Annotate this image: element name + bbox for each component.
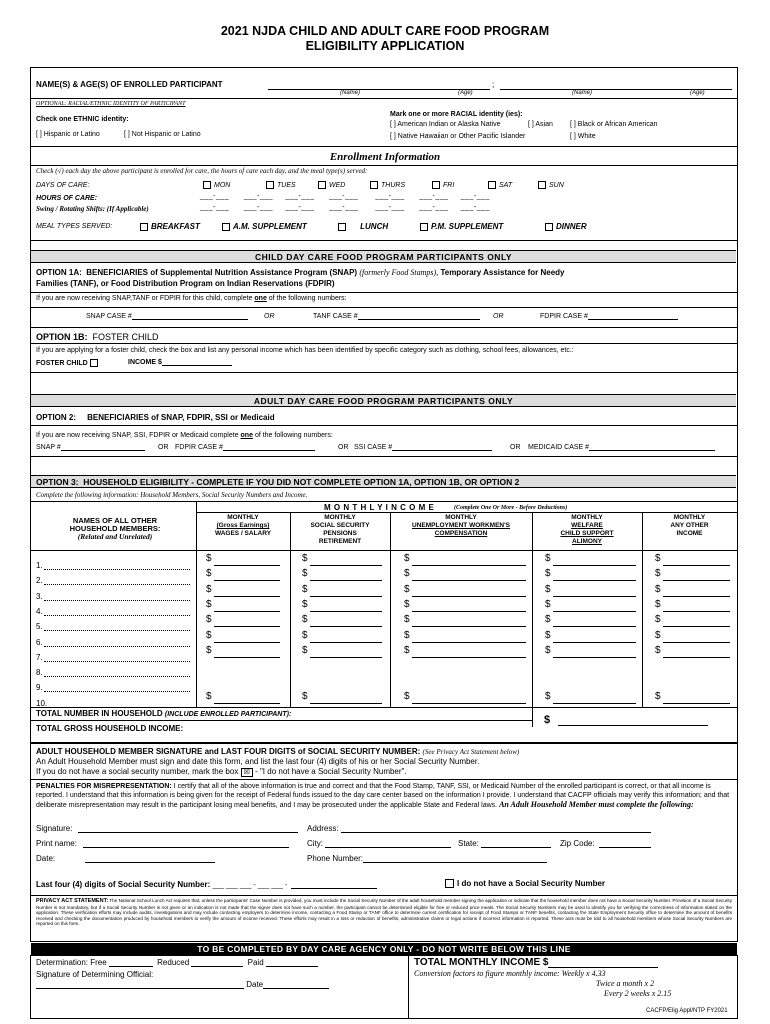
income-amount-field[interactable] [553,596,636,597]
income-amount-field[interactable] [310,596,382,597]
ssn-last-four-field[interactable]: Last four (4) digits of Social Security Number: ___ ___ ___ - ___ ___ - [36,880,377,889]
household-row-number: 6. [36,637,43,647]
swing-shifts-label: Swing / Rotating Shifts: (If Applicable) [36,205,149,213]
income-dollar-sign: $ [404,629,410,641]
form-title-line1: 2021 NJDA CHILD AND ADULT CARE FOOD PROGRAM [220,24,550,38]
race-option-pacific-islander[interactable]: [ ] Native Hawaiian or Other Pacific Islander [390,133,526,140]
income-amount-field[interactable] [553,642,636,643]
zip-field[interactable]: Zip Code: [560,839,651,848]
option-2-instruction: If you are now receiving SNAP, SSI, FDPIR or Medicaid complete one of the following numbers: [36,432,333,439]
income-amount-field[interactable] [214,626,280,627]
income-dollar-sign: $ [302,629,308,641]
income-dollar-sign: $ [302,598,308,610]
income-dollar-sign: $ [404,583,410,595]
household-row-number: 5. [36,622,43,632]
signature-field[interactable]: Signature: [36,824,298,833]
penalties-text: PENALTIES FOR MISREPRESENTATION: I certify that all of the above information is true and correct and that the Food Stamp, TANF, SSI, or Medicaid Number of the enrolled participant is correct, or that all income is reported. I understand that this information is being given for the receipt of Federal funds issued to the day care center based on the information I provide. I understand that CACFP officials may verify this information; and that deliberate misrepresentation may result in the participant losing meal benefits, and I may be prosecuted under the applicable State and Federal laws. An Adult Household Member must complete the following: [36,783,730,809]
meal-am-supplement[interactable]: A.M. SUPPLEMENT [222,222,307,231]
household-member-name-field[interactable] [44,691,190,692]
optional-racial-label: OPTIONAL: RACIAL/ETHNIC IDENTITY OF PARTICIPANT [36,101,186,107]
household-row-number: 7. [36,652,43,662]
income-amount-field[interactable] [663,657,730,658]
income-amount-field[interactable] [553,626,636,627]
signature-instruction-1: An Adult Household Member must sign and date this form, and list the last four (4) digits of his or her Social Security Number. [36,757,480,766]
income-amount-field[interactable] [214,703,280,704]
adult-fdpir-field[interactable]: FDPIR CASE # [175,444,315,451]
income-dollar-sign: $ [655,553,661,564]
official-signature-field[interactable]: Date [36,980,329,989]
income-dollar-sign: $ [655,614,661,626]
income-amount-field[interactable] [663,703,730,704]
income-dollar-sign: $ [655,583,661,595]
income-dollar-sign: $ [206,644,212,656]
other-income-column-head: MONTHLY ANY OTHER INCOME [670,514,709,537]
fdpir-case-field[interactable]: FDPIR CASE # [540,313,678,320]
option-1a-instruction: If you are now receiving SNAP,TANF or FDPIR for this child, complete one of the following numbers: [36,295,347,302]
income-dollar-sign: $ [545,583,551,595]
income-amount-field[interactable] [214,580,280,581]
household-member-name-field[interactable] [44,615,190,616]
wages-column-head: MONTHLY (Gross Earnings) WAGES / SALARY [214,514,272,537]
meal-pm-supplement[interactable]: P.M. SUPPLEMENT [420,222,503,231]
household-row-number: 2. [36,576,43,586]
race-option-asian[interactable]: [ ] Asian [528,121,553,128]
income-amount-field[interactable] [214,596,280,597]
income-amount-field[interactable] [412,703,526,704]
option-1b-instruction: If you are applying for a foster child, check the box and list any personal income which has been identified by specific category such as clothing, school fees, allowances, etc.: [36,347,574,354]
meal-dinner[interactable]: DINNER [545,222,587,231]
income-dollar-sign: $ [404,690,410,702]
race-option-black[interactable]: [ ] Black or African American [570,121,658,128]
day-sat[interactable]: SAT [488,181,512,189]
income-amount-field[interactable] [214,642,280,643]
race-option-american-indian[interactable]: [ ] American Indian or Alaska Native [390,121,501,128]
income-amount-field[interactable] [412,626,526,627]
hours-entry-row[interactable]: ___-___ ___-___ ___-___ ___-___ ___-___ ___-___ ___-___ [200,193,490,200]
name-caption-2: (Name) [572,90,593,96]
phone-field[interactable]: Phone Number: [307,854,547,863]
option-1a-block: OPTION 1A: BENEFICIARIES of Supplemental Nutrition Assistance Program (SNAP) (formerly Food Stamps), Temporary Assistance for Needy [36,268,565,277]
ethnic-option-not-hispanic[interactable]: [ ] Not Hispanic or Latino [124,131,201,138]
day-wed[interactable]: WED [318,181,345,189]
complete-one-note: (Complete One Or More - Before Deductions) [454,505,568,511]
income-amount-field[interactable] [214,611,280,612]
state-field[interactable]: State: [458,839,551,848]
no-ssn-box-reference-icon: ☒ [241,768,253,777]
snap-case-field[interactable]: SNAP CASE # [86,313,248,320]
income-amount-field[interactable] [310,626,382,627]
day-sun[interactable]: SUN [538,181,564,189]
meal-lunch[interactable]: LUNCH [338,222,388,231]
income-amount-field[interactable] [663,611,730,612]
income-amount-field[interactable] [310,565,382,566]
income-amount-field[interactable] [553,565,636,566]
days-of-care-label: DAYS OF CARE: [36,182,90,189]
social-security-column-head: MONTHLY SOCIAL SECURITY PENSIONS RETIREMENT [310,514,370,545]
or-text-1: OR [264,313,275,320]
total-gross-income-field[interactable]: $ [544,714,708,726]
household-member-name-field[interactable] [44,646,190,647]
income-amount-field[interactable] [310,642,382,643]
income-dollar-sign: $ [545,614,551,626]
income-dollar-sign: $ [302,614,308,626]
income-dollar-sign: $ [302,690,308,702]
no-ssn-checkbox[interactable]: I do not have a Social Security Number [445,879,605,888]
option-2-block: OPTION 2: BENEFICIARIES of SNAP, FDPIR, SSI or Medicaid [36,413,275,422]
income-dollar-sign: $ [655,568,661,580]
total-monthly-income-field[interactable]: TOTAL MONTHLY INCOME $ [414,957,658,968]
household-row-number: 3. [36,591,43,601]
form-identifier: CACFP/Elig Appl/NTP FY2021 [646,1008,728,1014]
household-member-name-field[interactable] [44,584,190,585]
income-dollar-sign: $ [404,644,410,656]
print-name-field[interactable]: Print name: [36,839,289,848]
welfare-column-head: MONTHLY WELFARE CHILD SUPPORT ALIMONY [560,514,614,545]
income-amount-field[interactable] [412,596,526,597]
income-dollar-sign: $ [545,644,551,656]
signature-heading: ADULT HOUSEHOLD MEMBER SIGNATURE and LAST FOUR DIGITS of SOCIAL SECURITY NUMBER: (See Privacy Act Statement below) [36,747,520,756]
meal-breakfast[interactable]: BREAKFAST [140,222,200,231]
signature-instruction-2: If you do not have a social security number, mark the box ☒ - "I do not have a Social Security Number". [36,767,407,776]
income-amount-field[interactable] [663,580,730,581]
household-row-number: 4. [36,606,43,616]
participant-names-label: NAME(S) & AGE(S) OF ENROLLED PARTICIPANT [36,80,223,89]
date-field[interactable]: Date: [36,854,215,863]
income-dollar-sign: $ [655,629,661,641]
twice-a-month-factor: Twice a month x 2 [596,979,655,988]
income-amount-field[interactable] [412,611,526,612]
household-row-number: 8. [36,668,43,678]
race-option-white[interactable]: [ ] White [570,133,596,140]
income-amount-field[interactable] [310,611,382,612]
income-amount-field[interactable] [412,657,526,658]
income-dollar-sign: $ [545,553,551,564]
hours-of-care-label: HOURS OF CARE: [36,195,98,202]
income-amount-field[interactable] [553,580,636,581]
tanf-case-field[interactable]: TANF CASE # [313,313,480,320]
agency-only-band: TO BE COMPLETED BY DAY CARE AGENCY ONLY - DO NOT WRITE BELOW THIS LINE [31,943,737,955]
swing-entry-row[interactable]: ___-___ ___-___ ___-___ ___-___ ___-___ ___-___ ___-___ [200,204,490,211]
income-dollar-sign: $ [302,644,308,656]
enrollment-heading: Enrollment Information [329,151,441,163]
option-3-instruction: Complete the following information: Household Members, Social Security Numbers and Income. [36,491,308,499]
income-amount-field[interactable] [412,565,526,566]
income-dollar-sign: $ [655,690,661,702]
income-amount-field[interactable] [214,565,280,566]
day-mon[interactable]: MON [203,181,230,189]
income-dollar-sign: $ [404,598,410,610]
ethnic-identity-label: Check one ETHNIC identity: [36,116,129,123]
or-text-5: OR [510,444,521,451]
income-amount-field[interactable] [663,642,730,643]
income-amount-field[interactable] [663,596,730,597]
meal-types-label: MEAL TYPES SERVED: [36,223,113,230]
income-dollar-sign: $ [655,644,661,656]
household-member-name-field[interactable] [44,630,190,631]
names-column-head: NAMES OF ALL OTHER HOUSEHOLD MEMBERS: (Related and Unrelated) [69,516,161,541]
income-dollar-sign: $ [302,568,308,580]
income-dollar-sign: $ [302,553,308,564]
income-dollar-sign: $ [206,583,212,595]
household-member-name-field[interactable] [44,569,190,570]
determination-field[interactable]: Determination: Free Reduced Paid [36,958,318,967]
foster-income-field[interactable]: INCOME $ [128,359,232,366]
income-amount-field[interactable] [310,703,382,704]
income-dollar-sign: $ [206,553,212,564]
option-3-band: OPTION 3: HOUSEHOLD ELIGIBILITY - COMPLETE IF YOU DID NOT COMPLETE OPTION 1A, OPTION 1B, OR OPTION 2 [31,475,736,488]
household-member-name-field[interactable] [44,676,190,677]
household-row-number: 10. [36,698,48,708]
option-1a-line2: Families (TANF), or Food Distribution Program on Indian Reservations (FDPIR) [36,279,335,288]
unemployment-column-head: MONTHLY UNEMPLOYMENT WORKMEN'S COMPENSATION [412,514,510,537]
income-dollar-sign: $ [206,614,212,626]
age-caption-1: (Age) [458,90,473,96]
adult-snap-field[interactable]: SNAP # [36,444,145,451]
foster-child-checkbox[interactable]: FOSTER CHILD [36,359,101,367]
city-field[interactable]: City: [307,839,451,848]
income-amount-field[interactable] [412,642,526,643]
income-dollar-sign: $ [404,614,410,626]
or-text-4: OR [338,444,349,451]
income-dollar-sign: $ [545,629,551,641]
age-caption-2: (Age) [690,90,705,96]
name-caption-1: (Name) [340,90,361,96]
adult-ssi-field[interactable]: SSI CASE # [354,444,492,451]
conversion-factors: Conversion factors to figure monthly income: Weekly x 4.33 [414,969,606,978]
household-member-name-field[interactable] [44,661,190,662]
income-dollar-sign: $ [206,629,212,641]
income-dollar-sign: $ [206,568,212,580]
child-participants-band: CHILD DAY CARE FOOD PROGRAM PARTICIPANTS ONLY [31,250,736,263]
adult-medicaid-field[interactable]: MEDICAID CASE # [528,444,715,451]
or-text-3: OR [158,444,169,451]
total-gross-income-label: TOTAL GROSS HOUSEHOLD INCOME: [36,724,184,733]
household-row-number: 9. [36,683,43,693]
income-dollar-sign: $ [655,598,661,610]
determining-official-label: Signature of Determining Official: [36,970,154,979]
adult-participants-band: ADULT DAY CARE FOOD PROGRAM PARTICIPANTS ONLY [31,394,736,407]
income-amount-field[interactable] [310,657,382,658]
income-amount-field[interactable] [412,580,526,581]
total-number-household[interactable]: TOTAL NUMBER IN HOUSEHOLD (INCLUDE ENROLLED PARTICIPANT): [36,709,292,718]
income-dollar-sign: $ [302,583,308,595]
day-thurs[interactable]: THURS [370,181,405,189]
income-dollar-sign: $ [404,553,410,564]
income-dollar-sign: $ [545,690,551,702]
income-amount-field[interactable] [310,580,382,581]
income-amount-field[interactable] [214,657,280,658]
income-dollar-sign: $ [545,568,551,580]
day-fri[interactable]: FRI [432,181,454,189]
monthly-income-heading: M O N T H L Y I N C O M E [324,503,435,512]
household-member-name-field[interactable] [44,600,190,601]
income-dollar-sign: $ [206,598,212,610]
privacy-act-statement: PRIVACY ACT STATEMENT: The National School Lunch Act requires that, unless the participants' Case Number is provided, you must include the Social Security Number of the adult household member signing the application or indicate that the household member does not have a Social Security Number. Provision of a Social Security Number is not mandatory, but if a Social Security Number is not given or an indication is not made that the signer does not have such a number, the participant cannot be determined eligible for free or reduced price meals. The Social Security Numbers may be used to identify you for verifying the correctness of information stated on the application. These verification efforts may include audits, investigations and may include contacting employers to determine income, contacting a Food Stamp or TANF office to determine current certification for receipt of Food Stamps or TANF benefits, contacting the State Employment Security office to determine the amount of benefits received and checking the documentation produced by household members to verify the amount of income received. These efforts may result in a loss or reduction of benefits, administrative claims or legal actions if incorrect information is reported. These acts must be told to all household members whose Social Security Numbers are reported on this form. [36,898,732,927]
income-amount-field[interactable] [553,611,636,612]
ethnic-option-hispanic[interactable]: [ ] Hispanic or Latino [36,131,100,138]
income-amount-field[interactable] [663,565,730,566]
income-amount-field[interactable] [553,703,636,704]
every-two-weeks-factor: Every 2 weeks x 2.15 [604,989,672,998]
income-amount-field[interactable] [553,657,636,658]
household-row-number: 1. [36,561,43,570]
income-dollar-sign: $ [404,568,410,580]
or-text-2: OR [493,313,504,320]
income-dollar-sign: $ [545,598,551,610]
address-field[interactable]: Address: [307,824,651,833]
income-dollar-sign: $ [206,690,212,702]
racial-identity-label: Mark one or more RACIAL identity (ies): [390,111,523,118]
day-tues[interactable]: TUES [266,181,296,189]
form-title-line2: ELIGIBILITY APPLICATION [305,39,465,53]
income-amount-field[interactable] [663,626,730,627]
option-1b-block: OPTION 1B: FOSTER CHILD [36,332,159,342]
enrollment-instruction: Check (√) each day the above participant is enrolled for care, the hours of care each day, and the meal type(s) served: [36,167,368,175]
